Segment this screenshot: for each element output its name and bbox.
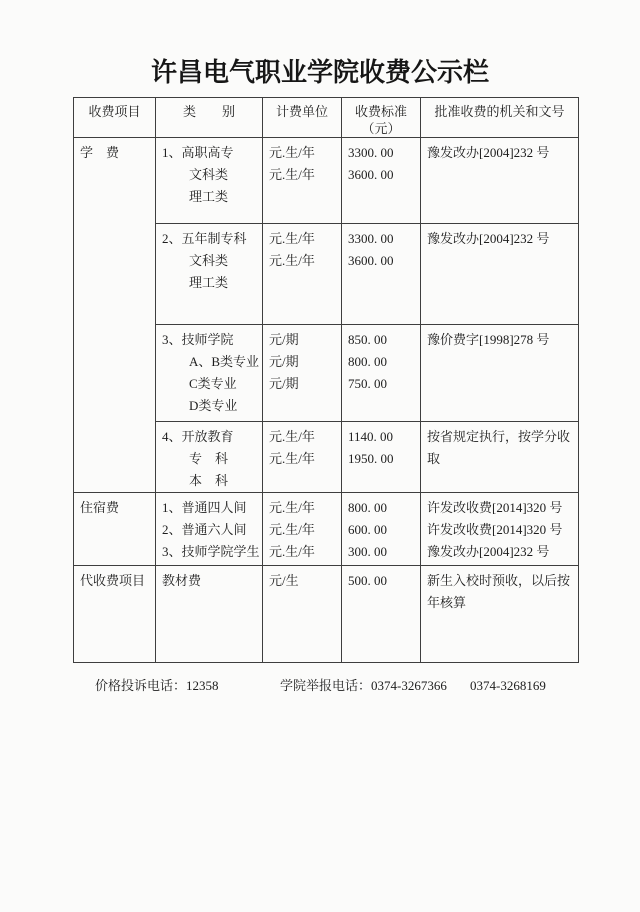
unit-line: 元.生/年 (269, 167, 315, 182)
price-line: 800. 00 (348, 500, 387, 515)
category-line: 教材费 (162, 573, 202, 588)
price-line: 3300. 00 (348, 231, 394, 246)
category-line: 文科类 (189, 253, 229, 268)
college-report-phone: 学院举报电话：0374-3267366 (280, 678, 447, 693)
unit-line: 元/生 (269, 573, 299, 588)
unit-cell (263, 493, 342, 566)
price-cell (342, 138, 421, 224)
approval-cell (421, 422, 579, 493)
price-cell (342, 325, 421, 422)
unit-cell (263, 566, 342, 663)
price-cell (342, 493, 421, 566)
approval-note: 新生入校时预收，以后按年核算 (427, 573, 571, 610)
price-line: 3600. 00 (348, 253, 394, 268)
fee-item-tuition-cell: 学 费 (74, 138, 156, 493)
fee-table (73, 97, 579, 663)
category-cell (156, 566, 263, 663)
category-line: 理工类 (189, 275, 229, 290)
price-line: 750. 00 (348, 376, 387, 391)
header-approval: 批准收费的机关和文号 (421, 98, 579, 138)
page-title: 许昌电气职业学院收费公示栏 (150, 58, 489, 87)
category-line: D类专业 (189, 398, 238, 413)
unit-line: 元.生/年 (269, 231, 315, 246)
price-line: 800. 00 (348, 354, 387, 369)
approval-line: 许发改收费[2014]320 号 (427, 522, 563, 537)
unit-line: 元.生/年 (269, 429, 315, 444)
unit-line: 元.生/年 (269, 522, 315, 537)
price-line: 3600. 00 (348, 167, 394, 182)
table-header-row (74, 98, 579, 138)
price-line: 300. 00 (348, 544, 387, 559)
price-line: 600. 00 (348, 522, 387, 537)
approval-line: 许发改收费[2014]320 号 (427, 500, 563, 515)
price-line: 850. 00 (348, 332, 387, 347)
category-cell (156, 325, 263, 422)
category-line: 理工类 (189, 189, 229, 204)
header-category: 类 别 (156, 98, 263, 138)
unit-line: 元/期 (269, 376, 299, 391)
header-standard-line2: （元） (361, 121, 401, 136)
unit-line: 元/期 (269, 354, 299, 369)
category-line: 2、五年制专科 (162, 231, 247, 246)
table-row-tuition-gaozhi (74, 138, 579, 224)
table-row-collection (74, 566, 579, 663)
category-line: 2、普通六人间 (162, 522, 247, 537)
unit-line: 元.生/年 (269, 544, 315, 559)
category-line: 3、技师学院 (162, 332, 234, 347)
price-complaint-phone: 价格投诉电话：12358 (95, 678, 219, 693)
unit-cell (263, 422, 342, 493)
header-fee-item: 收费项目 (74, 98, 156, 138)
unit-cell (263, 224, 342, 325)
approval-line: 豫价费字[1998]278 号 (427, 332, 550, 347)
category-line: 3、技师学院学生 (162, 544, 260, 559)
category-line: 4、开放教育 (162, 429, 234, 444)
price-cell (342, 566, 421, 663)
category-line: 本 科 (189, 473, 229, 488)
approval-cell (421, 493, 579, 566)
approval-cell (421, 325, 579, 422)
fee-item-accommodation-cell: 住宿费 (74, 493, 156, 566)
category-cell (156, 224, 263, 325)
unit-line: 元.生/年 (269, 253, 315, 268)
category-line: 1、普通四人间 (162, 500, 247, 515)
unit-cell (263, 138, 342, 224)
price-cell (342, 422, 421, 493)
unit-line: 元.生/年 (269, 500, 315, 515)
category-cell (156, 422, 263, 493)
approval-line: 豫发改办[2004]232 号 (427, 544, 550, 559)
approval-line: 豫发改办[2004]232 号 (427, 145, 550, 160)
category-line: A、B类专业 (189, 354, 260, 369)
header-standard (342, 98, 421, 138)
approval-cell (421, 566, 579, 663)
approval-note: 按省规定执行，按学分收取 (427, 429, 571, 466)
price-line: 3300. 00 (348, 145, 394, 160)
fee-item-collection-cell: 代收费项目 (74, 566, 156, 663)
category-cell (156, 138, 263, 224)
category-line: 文科类 (189, 167, 229, 182)
unit-line: 元/期 (269, 332, 299, 347)
price-cell (342, 224, 421, 325)
approval-line: 豫发改办[2004]232 号 (427, 231, 550, 246)
category-line: 1、高职高专 (162, 145, 234, 160)
table-row-accommodation (74, 493, 579, 566)
price-line: 1950. 00 (348, 451, 394, 466)
header-standard-line1: 收费标准 (354, 104, 407, 119)
report-phone-2: 0374-3268169 (470, 678, 546, 693)
category-line: C类专业 (189, 376, 237, 391)
header-unit: 计费单位 (263, 98, 342, 138)
approval-cell (421, 138, 579, 224)
price-line: 500. 00 (348, 573, 387, 588)
approval-cell (421, 224, 579, 325)
category-line: 专 科 (189, 451, 229, 466)
category-cell (156, 493, 263, 566)
unit-line: 元.生/年 (269, 145, 315, 160)
unit-line: 元.生/年 (269, 451, 315, 466)
price-line: 1140. 00 (348, 429, 394, 444)
unit-cell (263, 325, 342, 422)
